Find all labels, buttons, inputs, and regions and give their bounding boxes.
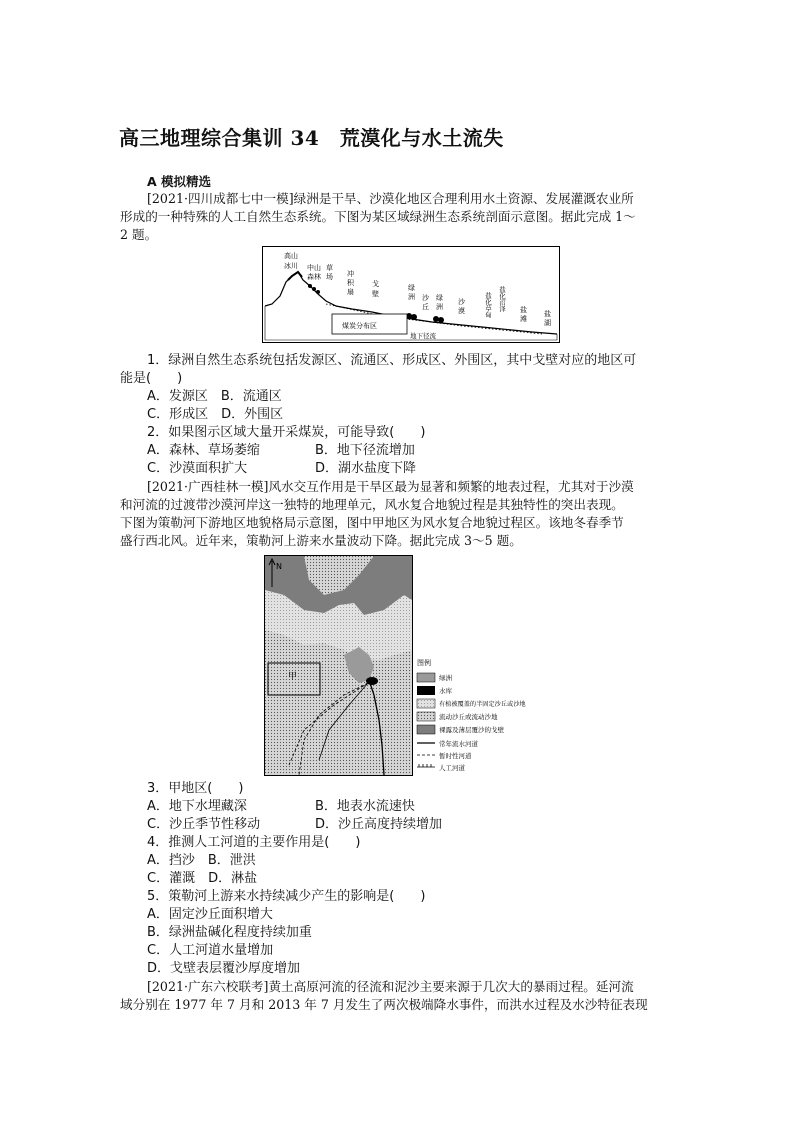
question-3-option-b: B．地表水流速快 — [315, 799, 415, 814]
passage-2-line-4: 盛行西北风。近年来，策勒河上游来水量波动下降。据此完成 3～5 题。 — [120, 533, 522, 548]
label-grass-2: 场 — [326, 273, 333, 281]
question-1-options-cd: C．形成区 D．外围区 — [147, 407, 284, 422]
oasis-profile-figure — [262, 246, 560, 343]
landform-map-figure — [264, 555, 564, 777]
legend-title: 图例 — [417, 659, 431, 667]
page-title: 高三地理综合集训 34 荒漠化与水土流失 — [119, 126, 504, 150]
question-1-stem-1: 1．绿洲自然生态系统包括发源区、流通区、形成区、外围区，其中戈壁对应的地区可 — [147, 353, 637, 368]
question-5-option-c: C．人工河道水量增加 — [147, 943, 274, 958]
legend — [417, 673, 526, 772]
label-glacier: 冰川 — [284, 262, 298, 270]
label-grass-1: 草 — [326, 264, 333, 272]
label-salt-flat-1: 盐 — [520, 306, 527, 314]
question-2-option-c: C．沙漠面积扩大 — [147, 461, 248, 476]
question-1-stem-2: 能是( ) — [120, 371, 183, 386]
label-dune-1: 沙 — [422, 294, 429, 302]
label-forest: 森林 — [307, 273, 321, 281]
passage-3-line-2: 域分别在 1977 年 7 月和 2013 年 7 月发生了两次极端降水事件，而洪水过程及水沙特征表现 — [120, 997, 648, 1012]
label-alluvial-1: 冲 — [347, 270, 354, 278]
passage-3 — [120, 978, 687, 1014]
legend-temporary-river: 暂时性河道 — [439, 752, 472, 760]
label-saline-meadow: 盐化草甸 — [484, 292, 492, 318]
passage-2 — [120, 478, 687, 550]
question-3-option-a: A．地下水埋藏深 — [147, 799, 247, 814]
label-coal-area: 煤炭分布区 — [342, 322, 377, 330]
legend-mobile-dunes: 流动沙丘或流动沙地 — [439, 713, 498, 721]
label-high-mountain: 高山 — [284, 252, 298, 260]
label-alluvial-3: 扇 — [347, 288, 354, 296]
question-3-option-d: D．沙丘高度持续增加 — [315, 817, 443, 832]
question-2-option-b: B．地下径流增加 — [315, 443, 415, 458]
question-4-options-cd: C．灌溉 D．淋盐 — [147, 871, 258, 886]
question-1-options-ab: A．发源区 B．流通区 — [147, 389, 282, 404]
question-3-stem: 3．甲地区( ) — [147, 781, 244, 796]
legend-permanent-river: 常年流水河道 — [439, 740, 478, 748]
passage-1 — [120, 190, 687, 244]
label-desert-2: 漠 — [458, 307, 465, 315]
label-salt-flat-2: 滩 — [520, 315, 527, 323]
north-label: N — [276, 562, 282, 571]
question-5-stem: 5．策勒河上游来水持续减少产生的影响是( ) — [147, 889, 426, 904]
passage-1-line-3: 2 题。 — [120, 227, 158, 242]
label-oasis-1a: 绿 — [408, 284, 415, 292]
passage-2-line-1: [2021·广西桂林一模]风水交互作用是干旱区最为显著和频繁的地表过程，尤其对于沙漠 — [147, 479, 634, 494]
passage-1-line-2: 形成的一种特殊的人工自然生态系统。下图为某区域绿洲生态系统剖面示意图。据此完成 1～ — [120, 209, 636, 224]
question-2-option-a: A．森林、草场萎缩 — [147, 443, 260, 458]
legend-gobi: 裸露及薄层覆沙的戈壁 — [439, 726, 504, 734]
label-gobi-2: 壁 — [372, 290, 379, 298]
passage-2-line-2: 和河流的过渡带沙漠河岸这一独特的地理单元，风水复合地貌过程是其独特性的突出表现。 — [120, 497, 624, 512]
question-4-stem: 4．推测人工河道的主要作用是( ) — [147, 835, 361, 850]
label-gobi-1: 戈 — [372, 280, 379, 288]
question-5-option-b: B．绿洲盐碱化程度持续加重 — [147, 925, 312, 940]
label-desert-1: 沙 — [458, 298, 465, 306]
legend-reservoir: 水库 — [439, 687, 452, 695]
question-2-option-d: D．湖水盐度下降 — [315, 461, 417, 476]
question-1 — [120, 352, 687, 388]
legend-semi-fixed-dunes: 有植被覆盖的半固定沙丘或沙地 — [439, 701, 526, 708]
label-salt-lake-1: 盐 — [544, 310, 551, 318]
legend-artificial-channel: 人工河道 — [439, 764, 465, 772]
question-3-option-c: C．沙丘季节性移动 — [147, 817, 261, 832]
label-oasis-2a: 绿 — [436, 294, 443, 302]
passage-3-line-1: [2021·广东六校联考]黄土高原河流的径流和泥沙主要来源于几次大的暴雨过程。延河流 — [147, 979, 634, 994]
passage-1-line-1: [2021·四川成都七中一模]绿洲是干旱、沙漠化地区合理利用水土资源、发展灌溉农业所 — [147, 191, 634, 206]
question-5-option-d: D．戈壁表层覆沙厚度增加 — [147, 961, 301, 976]
label-oasis-2b: 洲 — [436, 303, 443, 311]
label-dune-2: 丘 — [422, 303, 429, 311]
legend-oasis: 绿洲 — [439, 674, 452, 682]
label-oasis-1b: 洲 — [408, 293, 415, 301]
question-2-stem: 2．如果图示区域大量开采煤炭，可能导致( ) — [147, 425, 426, 440]
label-salt-lake-2: 湖 — [544, 319, 551, 327]
question-5-option-a: A．固定沙丘面积增大 — [147, 907, 273, 922]
question-4-options-ab: A．挡沙 B．泄洪 — [147, 853, 256, 868]
label-saline-marsh: 盐化沼泽 — [498, 286, 506, 312]
region-jia-label: 甲 — [288, 672, 298, 682]
label-middle-mountain: 中山 — [307, 264, 321, 272]
passage-2-line-3: 下图为策勒河下游地区地貌格局示意图，图中甲地区为风水复合地貌过程区。该地冬春季节 — [120, 515, 624, 530]
section-heading: A 模拟精选 — [147, 174, 212, 189]
label-underground-runoff: 地下径流 — [410, 332, 436, 340]
label-alluvial-2: 积 — [347, 279, 354, 287]
